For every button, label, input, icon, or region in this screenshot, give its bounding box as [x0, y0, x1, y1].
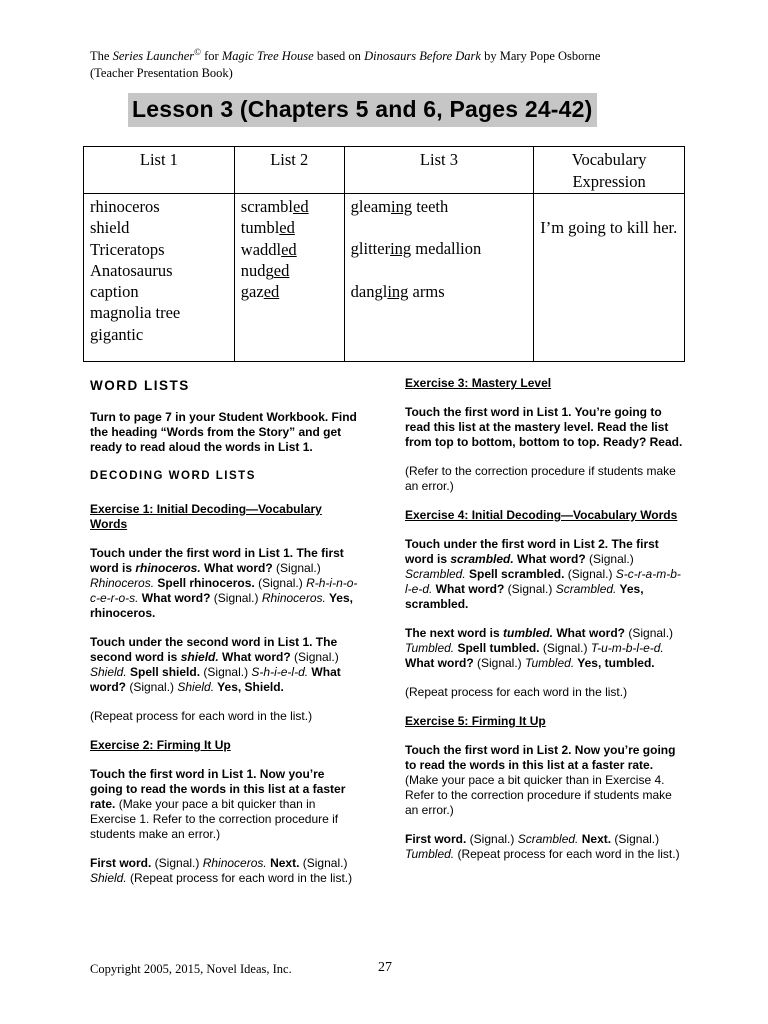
exercise-3-title: Exercise 3: Mastery Level	[405, 376, 552, 390]
word-lists-heading: WORD LISTS	[90, 378, 190, 393]
table-body-row	[84, 194, 685, 362]
list-item: magnolia tree	[90, 303, 181, 323]
vocabulary-expression: I’m going to kill her.	[540, 218, 678, 237]
exercise-3-paragraph-2: (Refer to the correction procedure if students make an error.)	[405, 464, 676, 493]
list-item: dangling arms	[350, 281, 445, 301]
exercise-1-paragraph-1: Touch under the first word in List 1. The first word is rhinoceros. What word? (Signal.) Rhinoceros. Spell rhinoceros. (Signal.) R-h-i-n-o-c-e-r-o-s. What word? (Signal.) Rhinoceros. Yes, rhinoceros.	[90, 546, 358, 620]
list-item: rhinoceros	[90, 197, 160, 216]
list-2-cell	[234, 194, 344, 362]
header-list-1: List 1	[84, 147, 235, 194]
spacer	[351, 217, 528, 238]
header-list-3: List 3	[344, 147, 534, 194]
list-item: waddled	[240, 239, 297, 259]
exercise-5-paragraph-1: Touch the first word in List 2. Now you’re going to read the words in this list at a faster rate. (Make your pace a bit quicker than in Exercise 4. Refer to the correction procedure if students make an error.)	[405, 743, 676, 817]
list-item: gigantic	[90, 324, 144, 344]
page-number: 27	[378, 960, 392, 975]
exercise-3-paragraph-1: Touch the first word in List 1. You’re going to read this list at the mastery level. Read the list from top to bottom, bottom to top. Ready? Read.	[405, 405, 683, 449]
list-3-cell	[344, 194, 534, 362]
exercise-1-title: Exercise 1: Initial Decoding—Vocabulary Words	[90, 502, 322, 531]
exercise-4-repeat-note: (Repeat process for each word in the list.)	[405, 685, 628, 699]
intro-paragraph: Turn to page 7 in your Student Workbook. Find the heading “Words from the Story” and get ready to read aloud the words in List 1.	[90, 410, 357, 454]
list-item: scrambled	[240, 197, 309, 216]
page-header	[90, 44, 600, 82]
list-item: shield	[90, 218, 130, 238]
list-1-cell	[84, 194, 235, 362]
exercise-1-repeat-note: (Repeat process for each word in the list.)	[90, 709, 313, 723]
header-line-1: The Series Launcher© for Magic Tree House based on Dinosaurs Before Dark by Mary Pope Osborne	[90, 47, 601, 64]
right-column	[405, 376, 683, 876]
exercise-2-title: Exercise 2: Firming It Up	[90, 738, 231, 752]
footer-copyright: Copyright 2005, 2015, Novel Ideas, Inc.	[90, 962, 292, 976]
word-lists-table	[83, 146, 685, 362]
lesson-title-wrap	[128, 93, 597, 127]
header-line-2: (Teacher Presentation Book)	[90, 66, 233, 81]
list-item: gleaming teeth	[350, 197, 449, 216]
exercise-2-paragraph-2: First word. (Signal.) Rhinoceros. Next. (Signal.) Shield. (Repeat process for each word in the list.)	[90, 856, 353, 885]
list-item: tumbled	[240, 218, 295, 238]
spacer	[540, 196, 678, 217]
list-item: caption	[90, 282, 139, 302]
exercise-1-paragraph-2: Touch under the second word in List 1. The second word is shield. What word? (Signal.) Shield. Spell shield. (Signal.) S-h-i-e-l-d. What word? (Signal.) Shield. Yes, Shield.	[90, 635, 341, 694]
table-header-row	[84, 147, 685, 194]
list-item: glittering medallion	[350, 239, 482, 259]
decoding-heading: DECODING WORD LISTS	[90, 470, 256, 482]
list-item: Triceratops	[90, 239, 165, 259]
exercise-4-paragraph-1: Touch under the first word in List 2. The first word is scrambled. What word? (Signal.) Scrambled. Spell scrambled. (Signal.) S-c-r-a-m-b-l-e-d. What word? (Signal.) Scrambled. Yes, scrambled.	[405, 537, 681, 611]
left-column	[90, 378, 360, 900]
list-item: nudged	[240, 260, 290, 280]
list-item: gazed	[240, 282, 280, 302]
exercise-5-title: Exercise 5: Firming It Up	[405, 714, 546, 728]
lesson-title: Lesson 3 (Chapters 5 and 6, Pages 24-42)	[128, 93, 597, 127]
header-vocabulary: Vocabulary Expression	[534, 147, 685, 194]
exercise-2-paragraph-1: Touch the first word in List 1. Now you’re going to read the words in this list at a faster rate. (Make your pace a bit quicker than in Exercise 1. Refer to the correction procedure if students make an error.)	[90, 767, 346, 841]
exercise-5-paragraph-2: First word. (Signal.) Scrambled. Next. (Signal.) Tumbled. (Repeat process for each word in the list.)	[405, 832, 680, 861]
spacer	[351, 260, 528, 281]
vocabulary-cell	[534, 194, 685, 362]
list-item: Anatosaurus	[90, 260, 173, 280]
exercise-4-title: Exercise 4: Initial Decoding—Vocabulary Words	[405, 508, 678, 522]
header-list-2: List 2	[234, 147, 344, 194]
exercise-4-paragraph-2: The next word is tumbled. What word? (Signal.) Tumbled. Spell tumbled. (Signal.) T-u-m-b-l-e-d. What word? (Signal.) Tumbled. Yes, tumbled.	[405, 626, 674, 670]
